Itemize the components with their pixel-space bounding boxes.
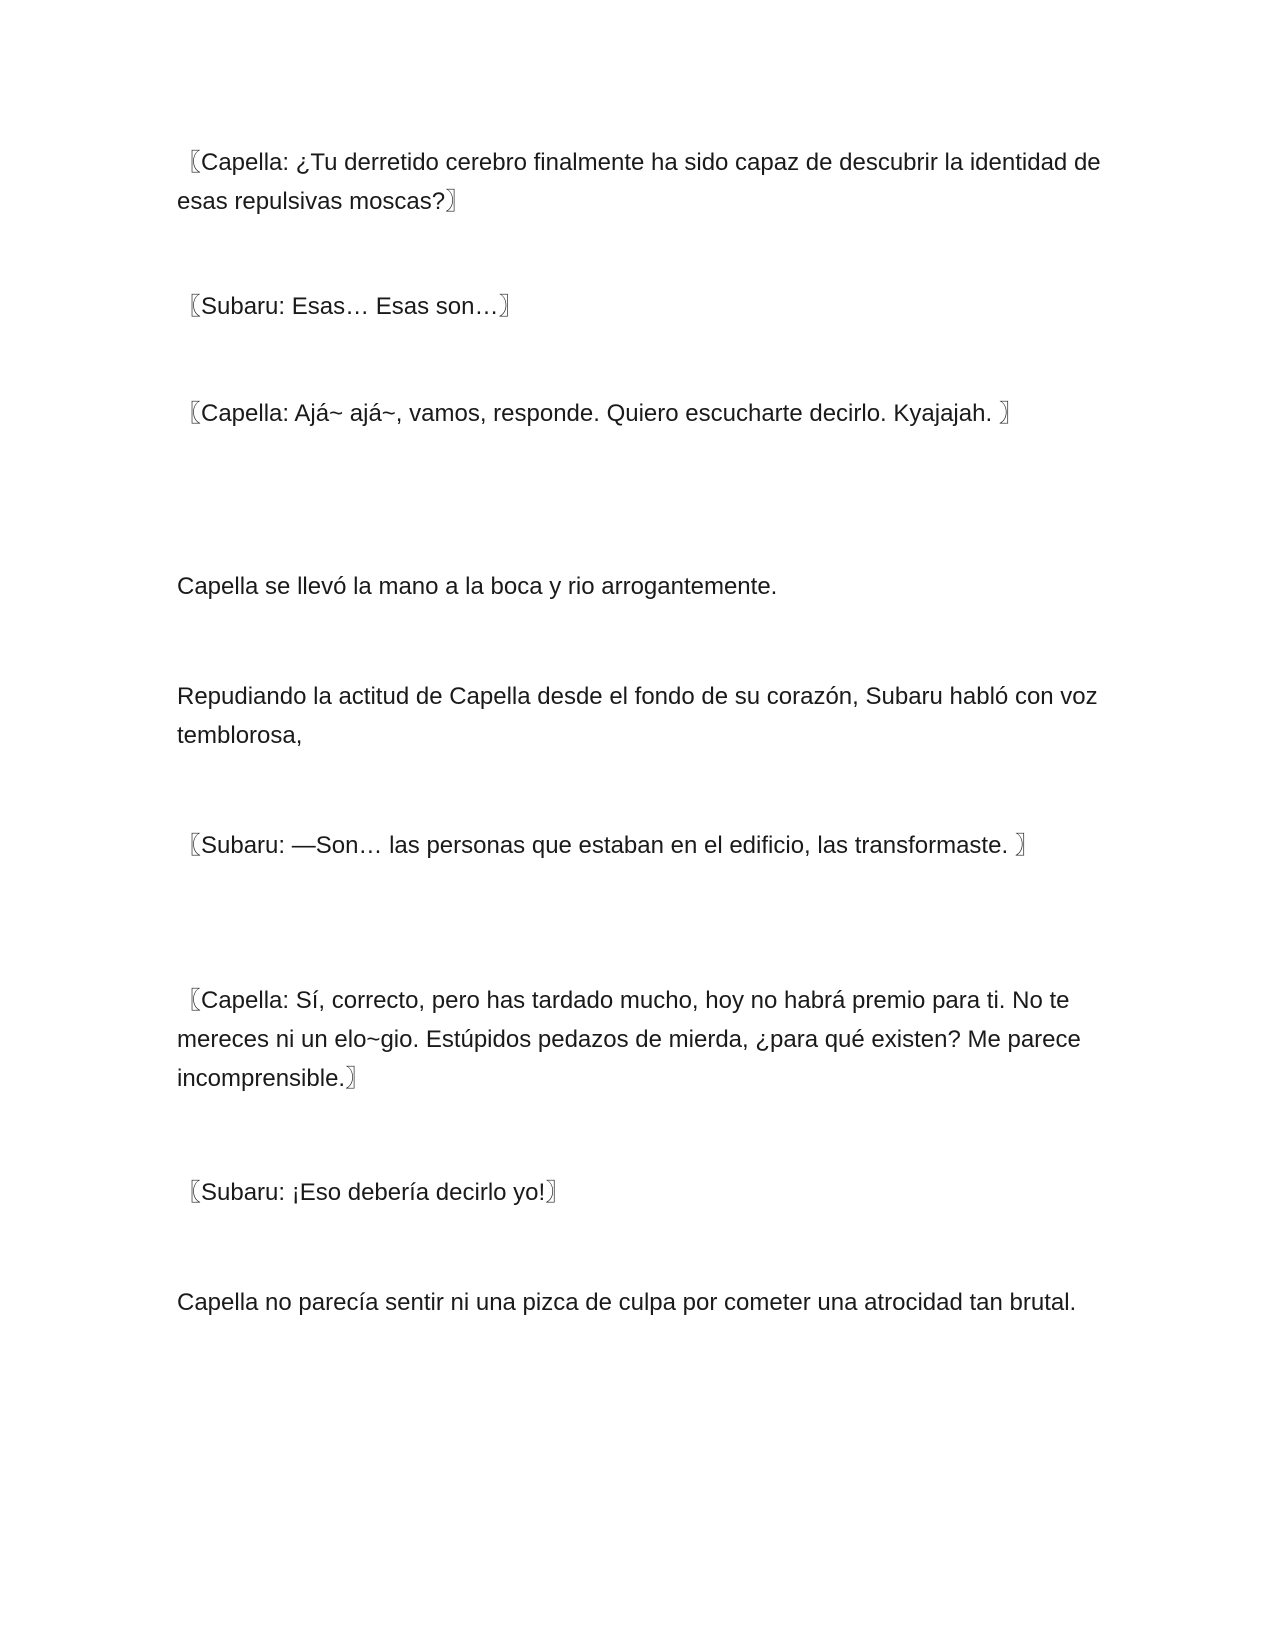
dialogue-capella-3: 〖Capella: Sí, correcto, pero has tardado mucho, hoy no habrá premio para ti. No te mereces ni un elo~gio. Estúpidos pedazos de mierda, ¿para qué existen? Me parece incomprensible.〗 [177, 987, 1081, 1092]
narration-1: Capella se llevó la mano a la boca y rio arrogantemente. [177, 573, 778, 600]
narration-2: Repudiando la actitud de Capella desde el fondo de su corazón, Subaru habló con voz temblorosa, [177, 683, 1098, 749]
dialogue-capella-1: 〖Capella: ¿Tu derretido cerebro finalmente ha sido capaz de descubrir la identidad de esas repulsivas moscas?〗 [177, 149, 1101, 215]
dialogue-subaru-2: 〖Subaru: —Son… las personas que estaban en el edificio, las transformaste. 〗 [177, 832, 1039, 859]
dialogue-subaru-3: 〖Subaru: ¡Eso debería decirlo yo!〗 [177, 1179, 570, 1206]
dialogue-subaru-1: 〖Subaru: Esas… Esas son…〗 [177, 293, 523, 320]
narration-3: Capella no parecía sentir ni una pizca de culpa por cometer una atrocidad tan brutal. [177, 1289, 1077, 1316]
dialogue-capella-2: 〖Capella: Ajá~ ajá~, vamos, responde. Quiero escucharte decirlo. Kyajajah. 〗 [177, 400, 1023, 427]
